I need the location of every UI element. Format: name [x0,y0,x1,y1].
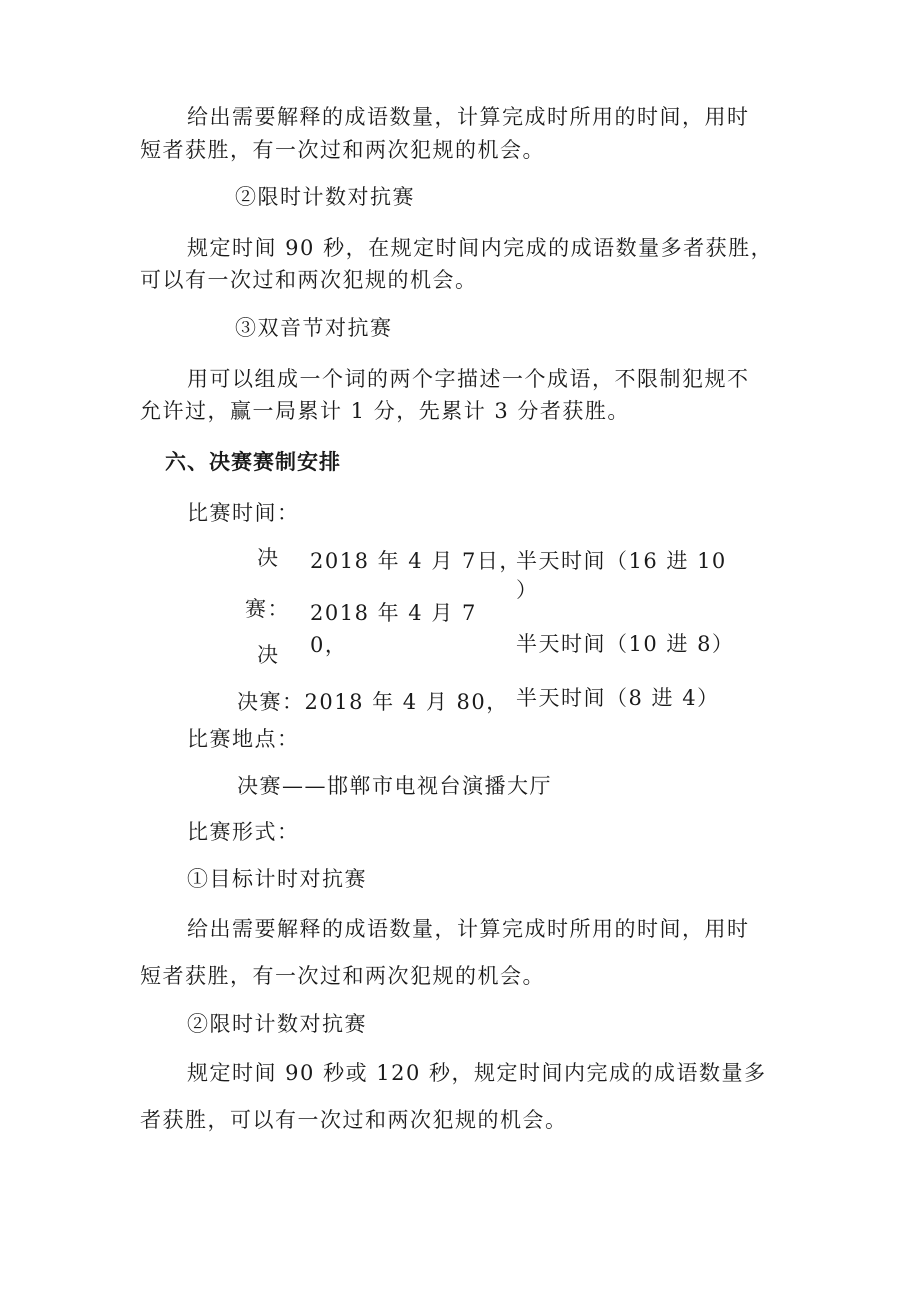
paragraph-line: 规定时间 90 秒，在规定时间内完成的成语数量多者获胜， [187,236,774,260]
item-title: ②限时计数对抗赛 [235,185,415,209]
paragraph-line: 允许过，赢一局累计 1 分，先累计 3 分者获胜。 [140,399,630,423]
paragraph-line: 短者获胜，有一次过和两次犯规的机会。 [140,964,545,988]
schedule-cell: 2018 年 4 月 7日， [310,549,522,573]
format-label: 比赛形式： [187,820,300,844]
time-label: 比赛时间： [187,501,300,525]
schedule-cell: 半天时间（10 进 8） [516,632,735,656]
venue-label: 比赛地点： [187,727,300,751]
schedule-cell: 0， [310,633,348,657]
schedule-cell: 2018 年 4 月 7 [310,601,477,625]
item-title: ①目标计时对抗赛 [187,867,367,891]
paragraph-line: 可以有一次过和两次犯规的机会。 [140,268,478,292]
venue-text: 决赛——邯郸市电视台演播大厅 [237,774,552,798]
schedule-cell: ） [516,578,539,602]
paragraph-line: 规定时间 90 秒或 120 秒，规定时间内完成的成语数量多 [187,1061,767,1085]
schedule-cell: 半天时间（8 进 4） [516,686,720,710]
schedule-cell: 赛： [245,597,290,621]
schedule-cell: 决 [257,643,280,667]
paragraph-line: 短者获胜，有一次过和两次犯规的机会。 [140,138,545,162]
paragraph-line: 给出需要解释的成语数量，计算完成时所用的时间，用时 [187,105,750,129]
schedule-cell: 决赛：2018 年 4 月 80， [237,690,509,714]
paragraph-line: 者获胜，可以有一次过和两次犯规的机会。 [140,1108,568,1132]
section-heading: 六、决赛赛制安排 [165,450,341,474]
schedule-cell: 决 [257,546,280,570]
item-title: ②限时计数对抗赛 [187,1012,367,1036]
paragraph-line: 用可以组成一个词的两个字描述一个成语，不限制犯规不 [187,367,750,391]
item-title: ③双音节对抗赛 [235,316,393,340]
paragraph-line: 给出需要解释的成语数量，计算完成时所用的时间，用时 [187,917,750,941]
schedule-cell: 半天时间（16 进 10 [516,549,727,573]
